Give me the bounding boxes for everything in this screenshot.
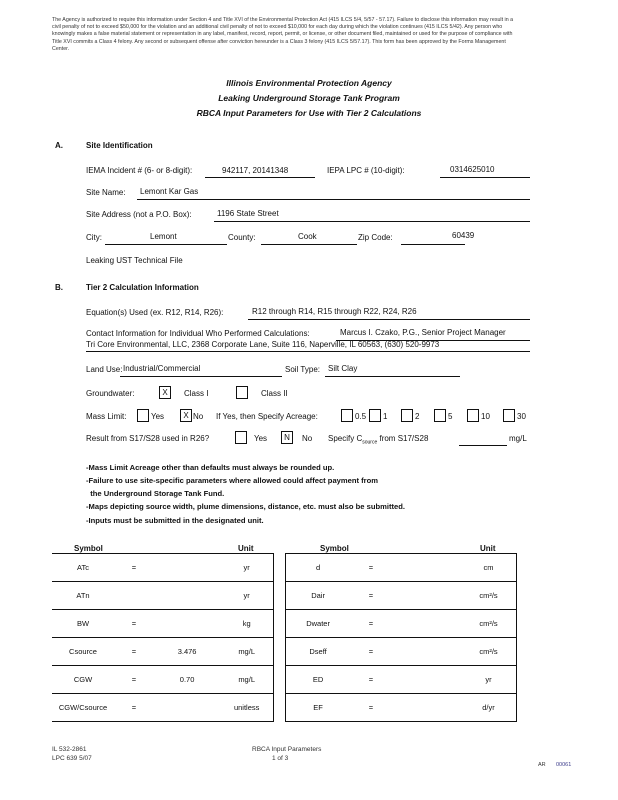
- right-value-field[interactable]: [392, 554, 461, 582]
- land-use-field[interactable]: Industrial/Commercial: [123, 364, 201, 373]
- left-symbol: CGW: [52, 666, 114, 694]
- county-field[interactable]: Cook: [298, 232, 317, 241]
- mass-limit-yes-checkbox[interactable]: [137, 409, 149, 422]
- specify-label: [328, 434, 428, 446]
- contact-label: Contact Information for Individual Who Performed Calculations:: [86, 329, 310, 338]
- table-row: [52, 610, 274, 638]
- right-unit: cm: [461, 554, 516, 582]
- note-5: -Inputs must be submitted in the designated unit.: [86, 516, 264, 525]
- left-unit: yr: [220, 554, 273, 582]
- acreage-0.5-label: 0.5: [355, 412, 367, 421]
- right-parameter-table: [285, 553, 517, 722]
- left-value-field[interactable]: [154, 582, 220, 610]
- right-value-field[interactable]: [392, 694, 461, 722]
- note-2: -Failure to use site-specific parameters where allowed could affect payment from: [86, 476, 379, 485]
- acreage-2-label: 2: [415, 412, 420, 421]
- right-equals: =: [350, 582, 392, 610]
- equations-field[interactable]: R12 through R14, R15 through R22, R24, R26: [252, 307, 417, 316]
- class1-checkbox[interactable]: X: [159, 386, 171, 399]
- agency-title: Illinois Environmental Protection Agency: [226, 78, 392, 88]
- right-value-field[interactable]: [392, 582, 461, 610]
- acreage-30-label: 30: [517, 412, 526, 421]
- groundwater-label: Groundwater:: [86, 389, 135, 398]
- right-symbol: Dair: [286, 582, 351, 610]
- table-row: [286, 554, 517, 582]
- left-value-field[interactable]: [154, 694, 220, 722]
- table-row: [286, 610, 517, 638]
- left-unit: yr: [220, 582, 273, 610]
- form-number: IL 532-2861: [52, 746, 87, 753]
- section-a-letter: A.: [55, 141, 63, 150]
- table-row: [52, 694, 274, 722]
- lpc-label: IEPA LPC # (10-digit):: [327, 166, 405, 175]
- class2-label: Class II: [261, 389, 288, 398]
- left-unit: unitless: [220, 694, 273, 722]
- right-unit: cm²/s: [461, 610, 516, 638]
- section-b-heading: Tier 2 Calculation Information: [86, 283, 199, 292]
- right-unit: cm²/s: [461, 638, 516, 666]
- left-value-field[interactable]: 0.70: [154, 666, 220, 694]
- left-equals: =: [114, 610, 154, 638]
- left-symbol: Csource: [52, 638, 114, 666]
- lpc-field[interactable]: 0314625010: [450, 165, 495, 174]
- city-label: City:: [86, 233, 102, 242]
- right-equals: =: [350, 554, 392, 582]
- section-b-letter: B.: [55, 283, 63, 292]
- acreage-30-checkbox[interactable]: [503, 409, 515, 422]
- contact-field-2[interactable]: Tri Core Environmental, LLC, 2368 Corporate Lane, Suite 116, Naperville, IL 60563, (630) 520-9973: [86, 340, 440, 349]
- right-symbol: Dwater: [286, 610, 351, 638]
- city-field[interactable]: Lemont: [150, 232, 177, 241]
- right-symbol: Dseff: [286, 638, 351, 666]
- soil-type-label: Soil Type:: [285, 365, 320, 374]
- contact-field-1[interactable]: Marcus I. Czako, P.G., Senior Project Manager: [340, 328, 506, 337]
- county-label: County:: [228, 233, 256, 242]
- program-title: Leaking Underground Storage Tank Program: [218, 93, 400, 103]
- acreage-1-checkbox[interactable]: [369, 409, 381, 422]
- iema-label: IEMA Incident # (6- or 8-digit):: [86, 166, 193, 175]
- acreage-1-label: 1: [383, 412, 388, 421]
- acreage-5-label: 5: [448, 412, 453, 421]
- right-unit: cm²/s: [461, 582, 516, 610]
- result-yes-label: Yes: [254, 434, 268, 443]
- right-symbol-header: Symbol: [320, 544, 349, 553]
- land-use-label: Land Use:: [86, 365, 123, 374]
- result-yes-checkbox[interactable]: [235, 431, 247, 444]
- acreage-5-checkbox[interactable]: [434, 409, 446, 422]
- stamp-ar: AR: [538, 762, 546, 768]
- right-symbol: ED: [286, 666, 351, 694]
- left-equals: =: [114, 554, 154, 582]
- zip-field[interactable]: 60439: [452, 231, 475, 240]
- iema-field[interactable]: 942117, 20141348: [222, 166, 289, 175]
- address-field[interactable]: 1196 State Street: [217, 209, 279, 218]
- right-equals: =: [350, 638, 392, 666]
- note-3: the Underground Storage Tank Fund.: [86, 489, 225, 498]
- left-symbol: CGW/Csource: [52, 694, 114, 722]
- left-symbol-header: Symbol: [74, 544, 103, 553]
- right-equals: =: [350, 694, 392, 722]
- table-row: [286, 666, 517, 694]
- table-row: [286, 694, 517, 722]
- right-equals: =: [350, 610, 392, 638]
- right-symbol: d: [286, 554, 351, 582]
- address-label: Site Address (not a P.O. Box):: [86, 210, 192, 219]
- form-title: RBCA Input Parameters for Use with Tier 2 Calculations: [196, 108, 422, 118]
- right-value-field[interactable]: [392, 666, 461, 694]
- left-symbol: ATn: [52, 582, 114, 610]
- right-unit: d/yr: [461, 694, 516, 722]
- left-equals: =: [114, 694, 154, 722]
- right-unit: yr: [461, 666, 516, 694]
- equations-label: Equation(s) Used (ex. R12, R14, R26):: [86, 308, 224, 317]
- acreage-10-label: 10: [481, 412, 490, 421]
- acreage-2-checkbox[interactable]: [401, 409, 413, 422]
- site-name-field[interactable]: Lemont Kar Gas: [140, 187, 199, 196]
- left-unit-header: Unit: [238, 544, 254, 553]
- left-equals: [114, 582, 154, 610]
- table-row: [52, 666, 274, 694]
- table-row: [52, 554, 274, 582]
- left-parameter-table: [52, 553, 274, 722]
- left-unit: kg: [220, 610, 273, 638]
- table-row: [286, 638, 517, 666]
- right-symbol: EF: [286, 694, 351, 722]
- class2-checkbox[interactable]: [236, 386, 248, 399]
- technical-file-label: Leaking UST Technical File: [86, 256, 183, 265]
- right-value-field[interactable]: [392, 638, 461, 666]
- note-4: -Maps depicting source width, plume dimensions, distance, etc. must also be submitted.: [86, 502, 405, 511]
- left-unit: mg/L: [220, 666, 273, 694]
- acreage-10-checkbox[interactable]: [467, 409, 479, 422]
- soil-type-field[interactable]: Silt Clay: [328, 364, 358, 373]
- zip-label: Zip Code:: [358, 233, 393, 242]
- specify-subscript: source: [362, 439, 378, 446]
- mass-no-label: No: [193, 412, 204, 421]
- left-symbol: BW: [52, 610, 114, 638]
- footer-title: RBCA Input Parameters: [252, 746, 322, 753]
- table-row: [286, 582, 517, 610]
- left-symbol: ATc: [52, 554, 114, 582]
- mass-limit-label: Mass Limit:: [86, 412, 127, 421]
- specify-text-2: from S17/S28: [377, 434, 429, 443]
- section-a-heading: Site Identification: [86, 141, 153, 150]
- result-no-label: No: [302, 434, 313, 443]
- acreage-0.5-checkbox[interactable]: [341, 409, 353, 422]
- left-equals: =: [114, 638, 154, 666]
- note-1: -Mass Limit Acreage other than defaults must always be rounded up.: [86, 463, 335, 472]
- mass-limit-no-checkbox[interactable]: X: [180, 409, 192, 422]
- right-unit-header: Unit: [480, 544, 496, 553]
- left-value-field[interactable]: [154, 610, 220, 638]
- class1-label: Class I: [184, 389, 209, 398]
- stamp-number: 00061: [556, 762, 572, 768]
- left-equals: =: [114, 666, 154, 694]
- mass-yes-label: Yes: [151, 412, 165, 421]
- result-no-checkbox[interactable]: N: [281, 431, 293, 444]
- left-unit: mg/L: [220, 638, 273, 666]
- acreage-label: If Yes, then Specify Acreage:: [216, 412, 318, 421]
- left-value-field[interactable]: [154, 554, 220, 582]
- lpc-form-number: LPC 639 5/07: [52, 755, 92, 762]
- mg-unit: mg/L: [509, 434, 527, 443]
- left-value-field[interactable]: 3.476: [154, 638, 220, 666]
- specify-text: Specify C: [328, 434, 363, 443]
- disclaimer: The Agency is authorized to require this information under Section 4 and Title XVI of the Environmental Protection Act (415 ILCS 5/4, 5/57 - 57.17). Failure to disclose this information may result in a civil penalty of not to exceed $50,000 for the violation and an additional civil penalty of not to exceed $10,000 for each day during which the violation continues (415 ILCS 5/42). Any person who knowingly makes a false material statement or representation in any label, manifest, record, report, permit, or license, or other document filed, maintained or used for the purpose of compliance with Title XVI commits a Class 4 felony. Any second or subsequent offense after conviction hereunder is a Class 3 felony (415 ILCS 5/57.17). This form has been approved by the Forms Management Center.: [52, 17, 514, 52]
- table-row: [52, 582, 274, 610]
- right-value-field[interactable]: [392, 610, 461, 638]
- page-number: 1 of 3: [272, 755, 289, 762]
- table-row: [52, 638, 274, 666]
- right-equals: =: [350, 666, 392, 694]
- site-name-label: Site Name:: [86, 188, 126, 197]
- result-label: Result from S17/S28 used in R26?: [86, 434, 210, 443]
